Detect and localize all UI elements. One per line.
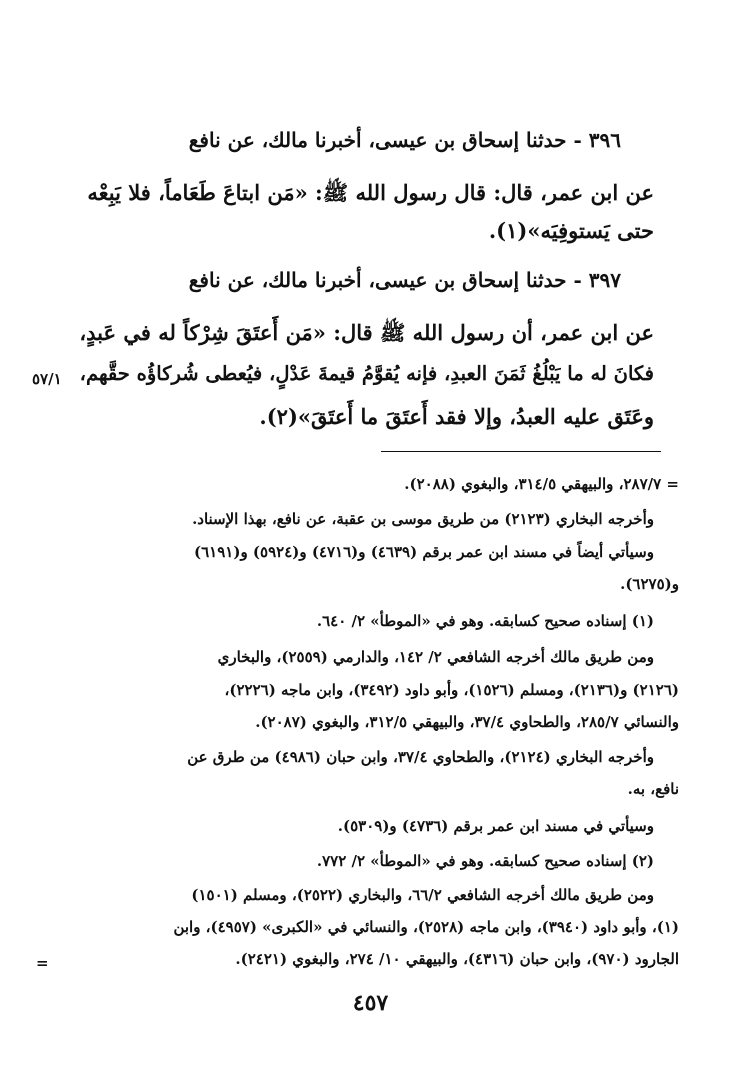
hadith-397-line-1: ٣٩٧ - حدثنا إسحاق بن عيسى، أخبرنا مالك، عن نافع	[188, 268, 621, 292]
hadith-396-line-1: ٣٩٦ - حدثنا إسحاق بن عيسى، أخبرنا مالك، عن نافع	[188, 128, 621, 152]
footnote-line: و(٦٢٧٥).	[620, 575, 679, 593]
footnote-line: وسيأتي أيضاً في مسند ابن عمر برقم (٤٦٣٩) و(٤٧١٦) و(٥٩٢٤) و(٦١٩١)	[194, 543, 654, 561]
page-number: ٤٥٧	[352, 990, 389, 1016]
footnote-line: وأخرجه البخاري (٢١٢٣) من طريق موسى بن عقبة، عن نافع، بهذا الإسناد.	[192, 510, 654, 528]
footnote-line: ومن طريق مالك أخرجه الشافعي ٦٦/٢، والبخاري (٢٥٢٢)، ومسلم (١٥٠١)	[191, 886, 654, 904]
footnote-line: الجارود (٩٧٠)، وابن حبان (٤٣١٦)، والبيهقي ١٠/ ٢٧٤، والبغوي (٢٤٢١).	[235, 950, 679, 968]
margin-reference: ٥٧/١	[32, 370, 62, 388]
footnote-line: (٢١٢٦) و(٢١٣٦)، ومسلم (١٥٢٦)، وأبو داود (٣٤٩٢)، وابن ماجه (٢٢٢٦)،	[224, 681, 679, 699]
footnote-line: (١) إسناده صحيح كسابقه. وهو في «الموطأ» ٢/ ٦٤٠.	[316, 612, 654, 630]
continuation-mark: =	[36, 954, 49, 972]
hadith-397-line-3: فكانَ له ما يَبْلُغُ ثَمَنَ العبدِ، فإنه يُقوَّمُ قيمةَ عَدْلٍ، فيُعطى شُركاؤُه حقَّهم،	[79, 362, 654, 385]
hadith-397-line-4: وعَتَق عليه العبدُ، وإلا فقد أَعتَقَ ما أَعتَقَ»(٢).	[259, 404, 654, 429]
footnote-line: (١)، وأبو داود (٣٩٤٠)، وابن ماجه (٢٥٢٨)، والنسائي في «الكبرى» (٤٩٥٧)، وابن	[173, 918, 679, 936]
hadith-396-line-3: حتى يَستوفِيَه»(١).	[488, 218, 654, 243]
footnote-line: وسيأتي في مسند ابن عمر برقم (٤٧٣٦) و(٥٣٠٩).	[337, 817, 654, 835]
footnote-divider	[381, 451, 661, 452]
footnote-line: = ٢٨٧/٧، والبيهقي ٣١٤/٥، والبغوي (٢٠٨٨).	[404, 475, 679, 493]
footnote-line: والنسائي ٢٨٥/٧، والطحاوي ٣٧/٤، والبيهقي ٣١٢/٥، والبغوي (٢٠٨٧).	[255, 713, 679, 731]
footnote-line: نافع، به.	[627, 780, 679, 798]
footnote-line: (٢) إسناده صحيح كسابقه. وهو في «الموطأ» ٢/ ٧٧٢.	[316, 852, 654, 870]
hadith-397-line-2: عن ابن عمر، أن رسول الله ﷺ قال: «مَن أَعتَقَ شِرْكاً له في عَبدٍ،	[79, 320, 654, 345]
footnote-line: وأخرجه البخاري (٢١٢٤)، والطحاوي ٣٧/٤، وابن حبان (٤٩٨٦) من طرق عن	[187, 748, 654, 766]
footnote-line: ومن طريق مالك أخرجه الشافعي ٢/ ١٤٢، والدارمي (٢٥٥٩)، والبخاري	[217, 648, 654, 666]
hadith-396-line-2: عن ابن عمر، قال: قال رسول الله ﷺ: «مَن ابتاعَ طَعَاماً، فلا يَبِعْه	[87, 180, 654, 205]
